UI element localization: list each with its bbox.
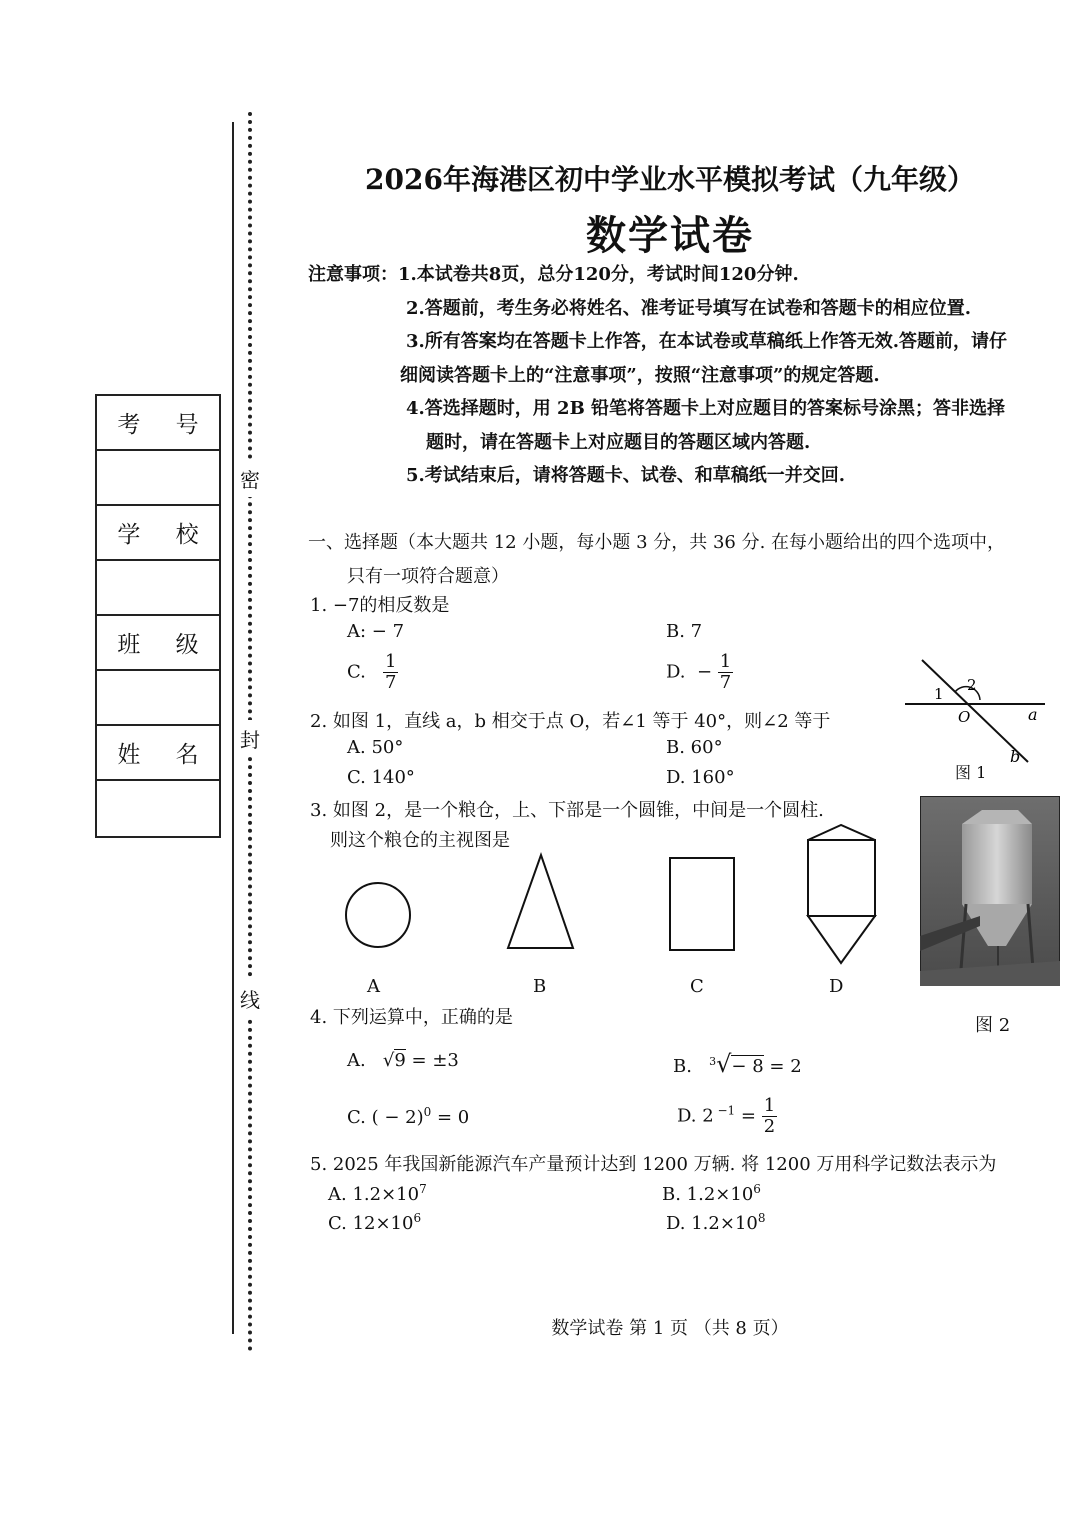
q5-b-exp: 6 [753, 1182, 761, 1196]
class-label: 班 级 [97, 616, 219, 671]
q4-d-den: 2 [763, 1115, 776, 1137]
q4-c-sup: 0 [423, 1105, 432, 1119]
q5-b-base: B. 1.2×10 [662, 1184, 754, 1205]
exam-number-field[interactable] [97, 451, 219, 506]
fig1-label-2: 2 [967, 676, 977, 694]
q1-d-sign: − [696, 661, 713, 683]
q5-d-base: D. 1.2×10 [666, 1213, 758, 1234]
section1-heading-2: 只有一项符合题意） [347, 566, 509, 587]
q5-d-exp: 8 [757, 1211, 766, 1225]
q4-b-index: 3 [709, 1055, 717, 1068]
figure-2-silo-photo [920, 796, 1060, 986]
shape-silo-front-view [808, 825, 875, 963]
q3-stem-1: 3. 如图 2，是一个粮仓，上、下部是一个圆锥，中间是一个圆柱. [310, 800, 824, 821]
q4-option-b[interactable]: B. $^3$√− 8 = 2 [673, 1050, 802, 1078]
q1-c-num: 1 [385, 651, 397, 672]
q5-option-a[interactable] [328, 1182, 427, 1205]
q1-d-fraction [718, 652, 733, 693]
figure-2-caption: 图 2 [975, 1015, 1011, 1036]
q5-option-d[interactable] [666, 1211, 766, 1234]
q2-option-c[interactable]: C. 140° [347, 767, 415, 788]
q1-option-d[interactable] [666, 652, 733, 693]
seal-char-feng: 封 [240, 720, 260, 757]
q3-option-b[interactable]: B [533, 976, 547, 997]
notes-block [308, 258, 1048, 493]
binding-solid-line [232, 122, 234, 1334]
exam-title: 2026年海港区初中学业水平模拟考试（九年级） [365, 163, 975, 196]
notes-label: 注意事项： [308, 264, 398, 285]
fig1-label-1: 1 [934, 685, 944, 703]
note-4a: 4.答选择题时，用 2B 铅笔将答题卡上对应题目的答案标号涂黑；答非选择 [406, 398, 1006, 419]
fig1-label-o: O [958, 708, 971, 726]
q1-option-c[interactable] [347, 652, 398, 693]
seal-char-mi: 密 [240, 460, 260, 497]
q4-d-fraction [762, 1096, 777, 1137]
q2-stem: 2. 如图 1，直线 a，b 相交于点 O，若∠1 等于 40°，则∠2 等于 [310, 711, 831, 732]
note-1: 1.本试卷共8页，总分120分，考试时间120分钟. [398, 264, 799, 285]
q1-option-a[interactable]: A: − 7 [347, 621, 405, 642]
shape-rectangle [670, 858, 734, 950]
fig1-label-a: a [1028, 705, 1038, 724]
q4-c-rest: = 0 [431, 1107, 470, 1128]
q4-option-a[interactable]: A. √9 = ±3 [347, 1050, 459, 1071]
q4-a-rest: = ±3 [405, 1050, 459, 1071]
q4-option-c[interactable] [347, 1105, 469, 1128]
q1-stem: 1. −7的相反数是 [310, 595, 450, 616]
q5-stem: 5. 2025 年我国新能源汽车产量预计达到 1200 万辆. 将 1200 万用科学记数法表示为 [310, 1154, 997, 1175]
student-info-table [95, 394, 221, 838]
q4-a-label: A. [347, 1050, 366, 1071]
note-5: 5.考试结束后，请将答题卡、试卷、和草稿纸一并交回. [406, 465, 846, 486]
shape-circle [346, 883, 410, 947]
q5-a-exp: 7 [419, 1182, 427, 1196]
q1-d-den: 7 [719, 671, 732, 693]
q2-option-a[interactable]: A. 50° [347, 737, 404, 758]
q5-option-b[interactable] [662, 1182, 761, 1205]
q4-d-label: D. 2 [677, 1105, 714, 1127]
q2-option-b[interactable]: B. 60° [666, 737, 723, 758]
q4-b-radicand: − 8 [731, 1056, 764, 1077]
figure-1-caption: 图 1 [955, 763, 987, 782]
q4-stem: 4. 下列运算中，正确的是 [310, 1007, 513, 1028]
q3-option-d[interactable]: D [829, 976, 844, 997]
exam-number-label: 考 号 [97, 396, 219, 451]
q4-c-base: C. ( − 2) [347, 1107, 424, 1128]
name-label: 姓 名 [97, 726, 219, 781]
shape-triangle [508, 855, 573, 948]
q4-b-label: B. [673, 1056, 692, 1077]
q5-a-base: A. 1.2×10 [328, 1184, 420, 1205]
q2-option-d[interactable]: D. 160° [666, 767, 735, 788]
name-field[interactable] [97, 781, 219, 836]
q4-d-eq: = [735, 1105, 762, 1127]
exam-subtitle: 数学试卷 [586, 212, 754, 259]
q5-option-c[interactable] [328, 1211, 421, 1234]
seal-char-xian: 线 [240, 980, 260, 1017]
note-3b: 细阅读答题卡上的“注意事项”，按照“注意事项”的规定答题. [400, 364, 880, 386]
fig1-label-b: b [1010, 747, 1021, 766]
q4-d-sup: −1 [713, 1103, 736, 1118]
q1-c-den: 7 [385, 671, 397, 693]
school-label: 学 校 [97, 506, 219, 561]
q4-a-radicand: 9 [394, 1050, 406, 1071]
q3-option-shapes [330, 820, 890, 970]
class-field[interactable] [97, 671, 219, 726]
q3-option-c[interactable]: C [690, 976, 704, 997]
note-4b: 题时，请在答题卡上对应题目的答题区域内答题. [426, 431, 811, 453]
q4-option-d[interactable] [677, 1096, 777, 1137]
q1-c-label: C. [347, 661, 366, 683]
q3-stem-2: 则这个粮仓的主视图是 [330, 830, 510, 851]
shape-d-outline-hidden [808, 825, 875, 965]
section1-heading: 一、选择题（本大题共 12 小题，每小题 3 分，共 36 分. 在每小题给出的四个选项中， [308, 532, 1006, 553]
q1-d-num: 1 [719, 651, 732, 672]
q1-c-fraction [383, 652, 398, 693]
q5-c-base: C. 12×10 [328, 1213, 414, 1234]
q4-d-num: 1 [763, 1095, 776, 1116]
q4-b-rest: = 2 [763, 1056, 802, 1077]
q1-d-label: D. [666, 661, 686, 683]
school-field[interactable] [97, 561, 219, 616]
q3-option-a[interactable]: A [367, 976, 380, 997]
q5-c-exp: 6 [413, 1211, 422, 1225]
q1-option-b[interactable]: B. 7 [666, 621, 703, 642]
note-3a: 3.所有答案均在答题卡上作答，在本试卷或草稿纸上作答无效.答题前，请仔 [406, 331, 1008, 352]
page-footer: 数学试卷 第 1 页 （共 8 页） [551, 1318, 789, 1339]
note-2: 2.答题前，考生务必将姓名、准考证号填写在试卷和答题卡的相应位置. [406, 297, 972, 319]
